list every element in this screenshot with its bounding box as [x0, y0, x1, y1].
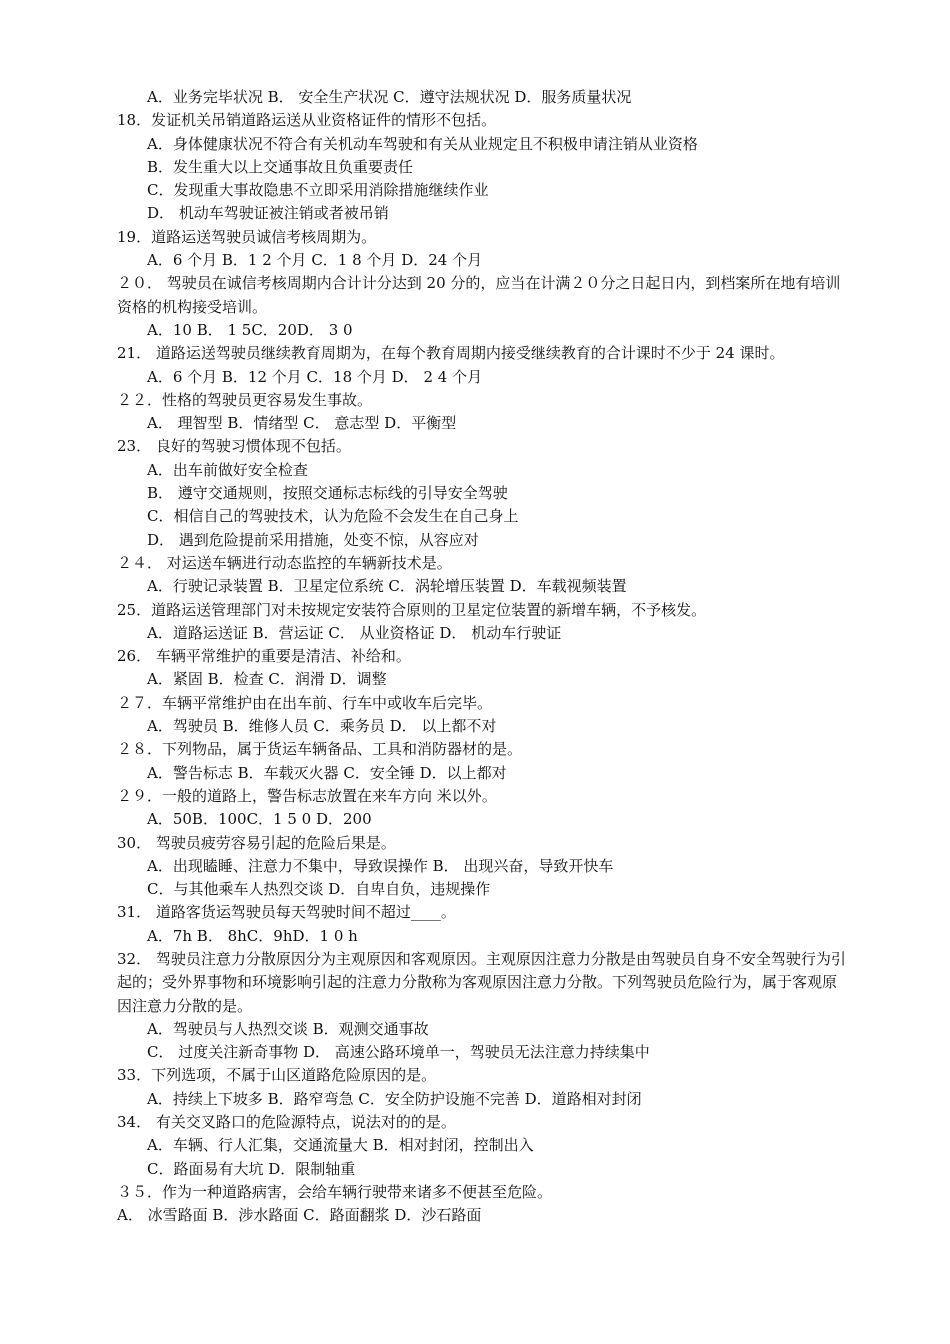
- question-text: 33．下列选项，不属于山区道路危险原因的是。: [117, 1066, 437, 1085]
- answer-options: C．相信自己的驾驶技术，认为危险不会发生在自己身上: [147, 507, 519, 526]
- answer-options: A．紧固 B．检查 C．润滑 D．调整: [147, 670, 387, 689]
- answer-options: D． 机动车驾驶证被注销或者被吊销: [147, 204, 389, 223]
- question-text: ２７．车辆平常维护由在出车前、行车中或收车后完毕。: [117, 693, 493, 712]
- answer-options: A．持续上下坡多 B．路窄弯急 C．安全防护设施不完善 D．道路相对封闭: [147, 1089, 642, 1108]
- answer-options: A． 理智型 B．情绪型 C． 意志型 D．平衡型: [147, 414, 457, 433]
- answer-options: B． 遵守交通规则，按照交通标志标线的引导安全驾驶: [147, 484, 508, 503]
- question-text: 32． 驾驶员注意力分散原因分为主观原因和客观原因。主观原因注意力分散是由驾驶员自身不安全驾驶行为引起的；受外界事物和环境影响引起的注意力分散称为客观原因注意力分散。下列驾驶员危险行为，属于客观原因注意力分散的是。: [117, 949, 846, 1015]
- question-text: 34． 有关交叉路口的危险源特点，说法对的的是。: [117, 1113, 456, 1132]
- answer-options: A．驾驶员与人热烈交谈 B．观测交通事故: [147, 1019, 429, 1038]
- question-text: ２２．性格的驾驶员更容易发生事故。: [117, 390, 373, 409]
- answer-options: C．与其他乘车人热烈交谈 D．自卑自负，违规操作: [147, 880, 491, 899]
- answer-options: A．道路运送证 B．营运证 C． 从业资格证 D． 机动车行驶证: [147, 623, 562, 642]
- answer-options: A．10 B． 1 5C．20D． 3 0: [147, 320, 353, 339]
- answer-options: A．驾驶员 B．维修人员 C．乘务员 D． 以上都不对: [147, 717, 497, 736]
- question-text: 21． 道路运送驾驶员继续教育周期为，在每个教育周期内接受继续教育的合计课时不少于 24 课时。: [117, 344, 785, 363]
- question-text: 19．道路运送驾驶员诚信考核周期为。: [117, 227, 377, 246]
- answer-options: A．警告标志 B．车载灭火器 C．安全锤 D．以上都对: [147, 763, 507, 782]
- answer-options: A．业务完毕状况 B． 安全生产状况 C．遵守法规状况 D．服务质量状况: [147, 88, 632, 106]
- question-text: 26． 车辆平常维护的重要是清洁、补给和。: [117, 647, 411, 666]
- question-text: ３５．作为一种道路病害，会给车辆行驶带来诸多不便甚至危险。: [117, 1182, 553, 1201]
- answer-options: C． 过度关注新奇事物 D． 高速公路环境单一，驾驶员无法注意力持续集中: [147, 1043, 650, 1062]
- answer-options: A．身体健康状况不符合有关机动车驾驶和有关从业规定且不积极申请注销从业资格: [147, 134, 698, 153]
- answer-options: A． 冰雪路面 B．涉水路面 C．路面翻浆 D．沙石路面: [117, 1206, 482, 1225]
- question-text: 23． 良好的驾驶习惯体现不包括。: [117, 437, 351, 456]
- question-text: 31． 道路客货运驾驶员每天驾驶时间不超过____。: [117, 903, 456, 922]
- question-text: ２０． 驾驶员在诚信考核周期内合计计分达到 20 分的，应当在计满２０分之日起日内，到档案所在地有培训资格的机构接受培训。: [117, 274, 841, 316]
- answer-options: A．7h B． 8hC．9hD．1 0 h: [147, 926, 358, 945]
- question-text: 25．道路运送管理部门对未按规定安装符合原则的卫星定位装置的新增车辆，不予核发。: [117, 600, 707, 619]
- answer-options: A．出现瞌睡、注意力不集中，导致误操作 B． 出现兴奋，导致开快车: [147, 856, 614, 875]
- answer-options: C．发现重大事故隐患不立即采用消除措施继续作业: [147, 181, 489, 200]
- answer-options: A．车辆、行人汇集，交通流量大 B．相对封闭，控制出入: [147, 1136, 534, 1155]
- answer-options: A．6 个月 B．12 个月 C．18 个月 D． 2 4 个月: [147, 367, 483, 386]
- question-list: [117, 86, 847, 1228]
- question-text: ２４． 对运送车辆进行动态监控的车辆新技术是。: [117, 553, 452, 572]
- answer-options: A．出车前做好安全检查: [147, 460, 308, 479]
- question-text: 18．发证机关吊销道路运送从业资格证件的情形不包括。: [117, 111, 497, 130]
- answer-options: C．路面易有大坑 D．限制轴重: [147, 1159, 356, 1178]
- question-text: 30． 驾驶员疲劳容易引起的危险后果是。: [117, 833, 396, 852]
- question-text: ２９．一般的道路上，警告标志放置在来车方向 米以外。: [117, 786, 497, 805]
- question-text: ２８．下列物品，属于货运车辆备品、工具和消防器材的是。: [117, 740, 523, 759]
- answer-options: D． 遇到危险提前采用措施，处变不惊，从容应对: [147, 530, 479, 549]
- answer-options: A．50B．100C．1 5 0 D．200: [147, 810, 372, 829]
- answer-options: B．发生重大以上交通事故且负重要责任: [147, 157, 414, 176]
- answer-options: A．行驶记录装置 B．卫星定位系统 C．涡轮增压装置 D．车载视频装置: [147, 577, 627, 596]
- answer-options: A．6 个月 B．1 2 个月 C．1 8 个月 D．24 个月: [147, 251, 483, 270]
